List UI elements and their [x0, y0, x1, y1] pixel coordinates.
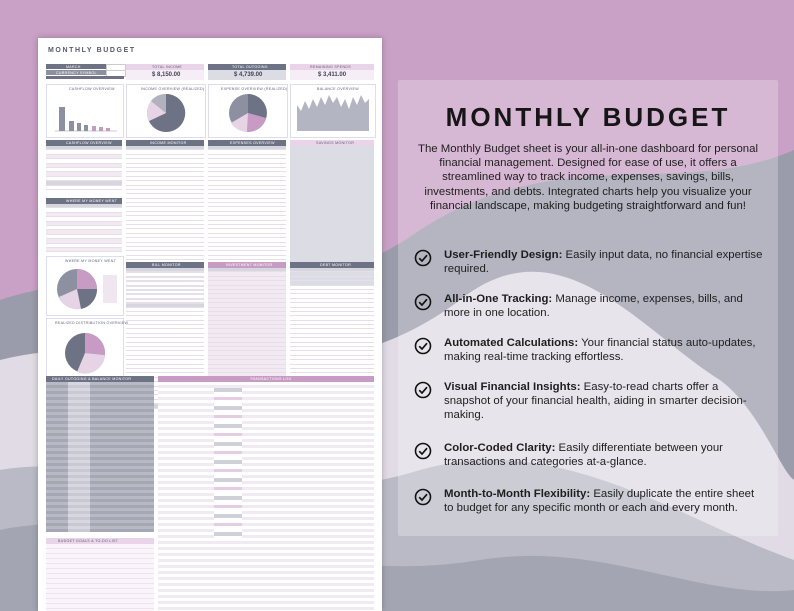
realized-distribution-chart	[46, 318, 129, 380]
feature-title: Month-to-Month Flexibility:	[444, 488, 591, 500]
feature-item	[414, 487, 766, 515]
info-description: The Monthly Budget sheet is your all-in-one dashboard for personal financial management. Designed for ease of use, it offers a streamlined way to track income, expenses, savings, bills, investments, and debts. Integrated charts help you visualize your financial landscape, making budgeting straightforward and fun!	[417, 143, 759, 212]
feature-text: Easily input data, no financial expertise required.	[444, 249, 763, 276]
feature-item	[414, 292, 766, 320]
feature-item	[414, 336, 766, 364]
daily-monitor-column	[68, 382, 90, 532]
feature-title: User-Friendly Design:	[444, 249, 563, 261]
debt-monitor-title: DEBT MONITOR	[320, 263, 352, 267]
month-header	[46, 64, 106, 69]
check-circle-icon	[414, 381, 432, 399]
balance-area	[291, 85, 375, 137]
feature-title: Automated Calculations:	[444, 337, 579, 349]
remaining-value: $ 3,411.00	[318, 72, 347, 78]
feature-title: Color-Coded Clarity:	[444, 442, 556, 454]
expense-pie-chart	[208, 84, 288, 138]
balance-chart	[290, 84, 376, 138]
transactions-title: TRANSACTIONS LOG	[250, 377, 292, 381]
daily-monitor-grid	[46, 382, 154, 532]
summary-note-bar	[46, 76, 124, 79]
feature-item	[414, 380, 766, 423]
expenses-overview-title: EXPENSES OVERVIEW	[230, 141, 275, 145]
feature-text: Your financial status auto-updates, making real-time tracking effortless.	[444, 337, 756, 364]
feature-item	[414, 441, 766, 469]
notes-title: BUDGET GOALS & TO-DO LIST	[58, 539, 119, 543]
info-title: MONTHLY BUDGET	[445, 102, 731, 132]
where-money-pie-chart	[46, 256, 124, 316]
savings-monitor-title: SAVINGS MONITOR	[316, 141, 355, 145]
budget-sheet-preview	[38, 38, 382, 611]
info-panel	[398, 80, 778, 536]
feature-text: Easily duplicate the entire sheet to budget for any specific month or each and every month.	[444, 488, 755, 515]
cashflow-overview-title: CASHFLOW OVERVIEW	[66, 141, 112, 145]
cashflow-overview-rows	[46, 146, 122, 190]
expense-chart-title: EXPENSE OVERVIEW (REALIZED)	[221, 87, 288, 91]
currency-label: CURRENCY SYMBOL	[56, 70, 97, 75]
transactions-category-tags	[214, 388, 242, 538]
sheet-title: MONTHLY BUDGET	[48, 47, 136, 54]
cashflow-chart	[46, 84, 124, 138]
where-money-title: WHERE MY MONEY WENT	[66, 199, 118, 203]
income-monitor-title: INCOME MONITOR	[150, 141, 187, 145]
feature-text: Easy-to-read charts offer a snapshot of your financial health, aiding in smarter decision-making.	[444, 381, 747, 422]
balance-chart-title: BALANCE OVERVIEW	[317, 87, 359, 91]
total-outgoing-label: TOTAL OUTGOING	[232, 65, 268, 69]
check-circle-icon	[414, 442, 432, 460]
check-circle-icon	[414, 249, 432, 267]
where-money-chart-title: WHERE MY MONEY WENT	[65, 259, 117, 263]
check-circle-icon	[414, 488, 432, 506]
remaining-label: REMAINING SPENDS	[310, 65, 351, 69]
remaining-cell	[290, 70, 374, 80]
income-pie	[127, 85, 205, 137]
total-income-value: $ 8,150.00	[152, 72, 181, 78]
bill-monitor-title: BILL MONITOR	[152, 263, 181, 267]
realized-pie	[47, 319, 123, 379]
daily-monitor-title: DAILY OUTGOING & BALANCE MONITOR	[52, 377, 132, 381]
notes-area[interactable]	[46, 544, 154, 611]
check-circle-icon	[414, 337, 432, 355]
feature-text: Manage income, expenses, bills, and more in one location.	[444, 293, 743, 320]
income-chart-title: INCOME OVERVIEW (REALIZED)	[141, 87, 205, 91]
currency-header	[46, 70, 106, 75]
transactions-grid	[158, 382, 374, 611]
outgoing-total-cell	[208, 70, 286, 80]
where-money-rows	[46, 204, 122, 261]
expense-pie	[209, 85, 287, 137]
income-total-cell	[126, 70, 204, 80]
total-outgoing-value: $ 4,739.00	[234, 72, 263, 78]
month-label: MARCH	[66, 64, 81, 69]
feature-title: Visual Financial Insights:	[444, 381, 581, 393]
feature-item	[414, 248, 766, 276]
total-income-label: TOTAL INCOME	[152, 65, 183, 69]
check-circle-icon	[414, 293, 432, 311]
cashflow-chart-title: CASHFLOW OVERVIEW	[69, 87, 115, 91]
feature-title: All-in-One Tracking:	[444, 293, 553, 305]
income-pie-chart	[126, 84, 206, 138]
where-money-pie	[47, 257, 123, 315]
cashflow-bars	[47, 85, 123, 137]
investment-monitor-title: INVESTMENT MONITOR	[226, 263, 273, 267]
feature-text: Easily differentiate between your transactions and categories at-a-glance.	[444, 442, 723, 469]
realized-chart-title: REALIZED DISTRIBUTION OVERVIEW	[55, 321, 129, 325]
